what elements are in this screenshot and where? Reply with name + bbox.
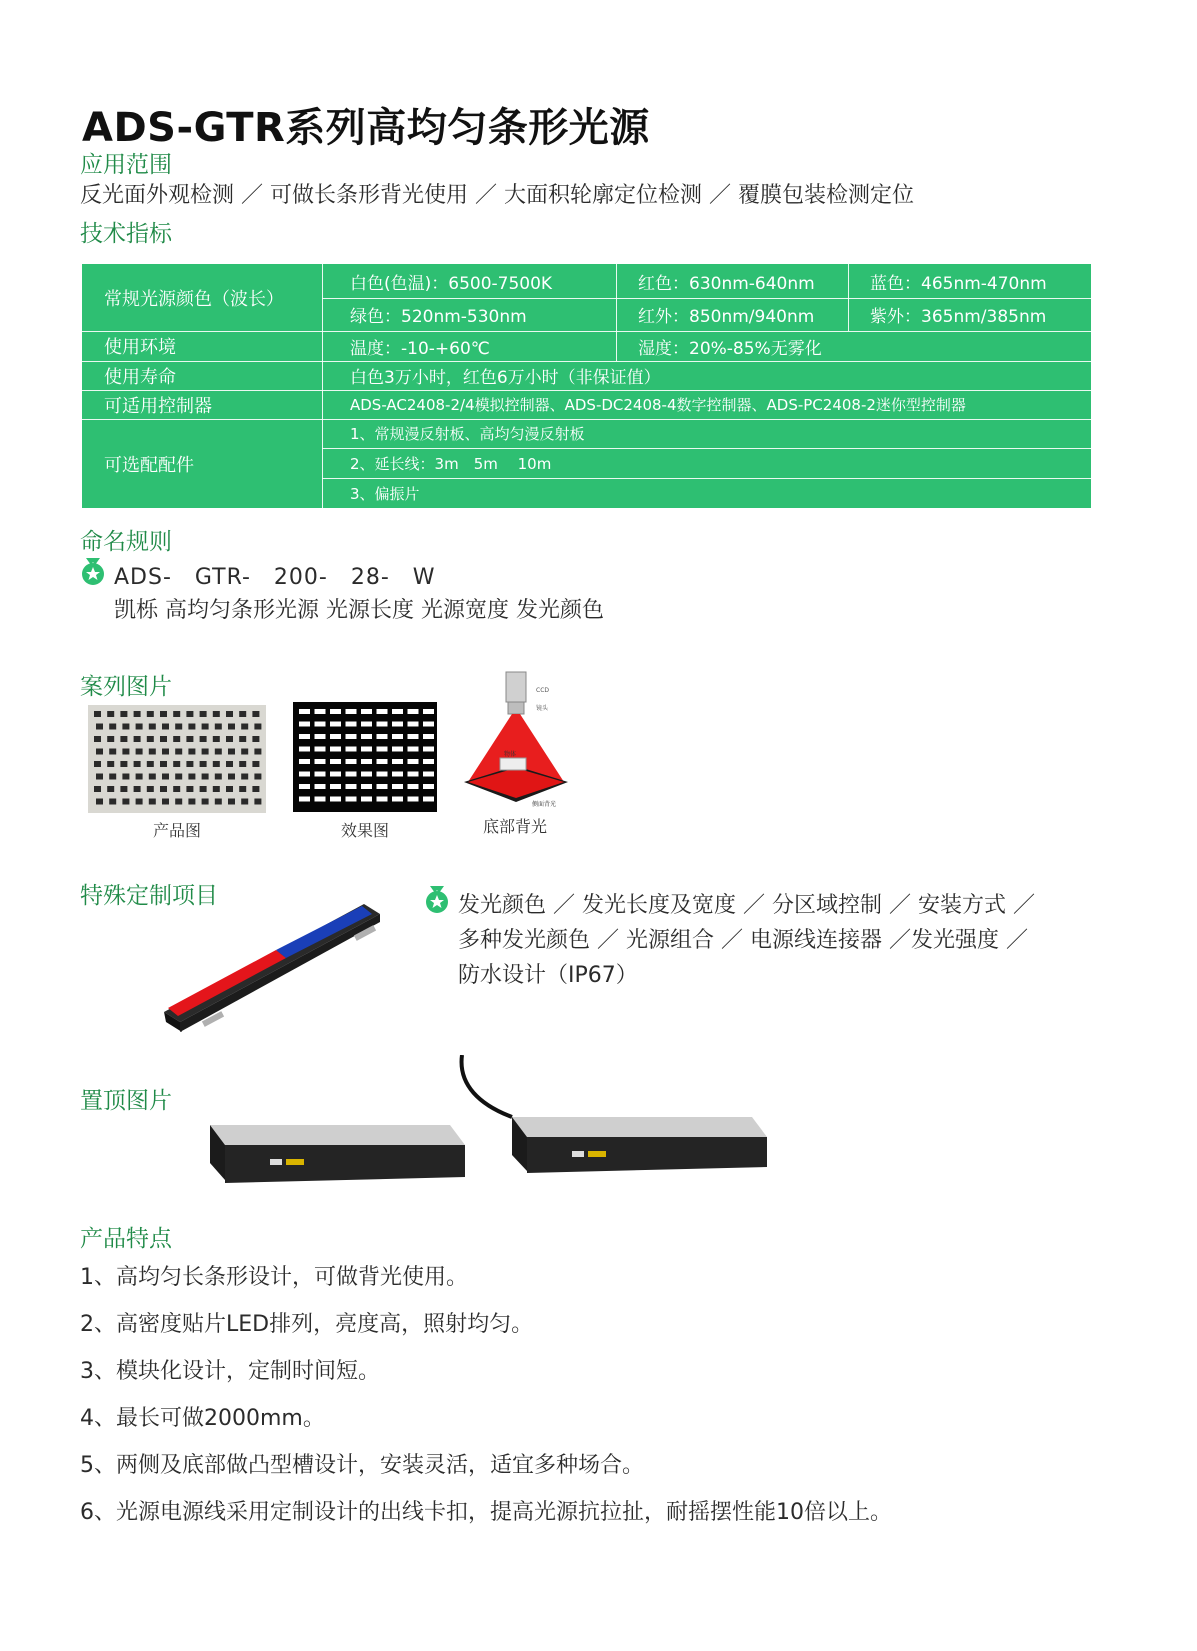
feature-item-6: 6、光源电源线采用定制设计的出线卡扣，提高光源抗拉扯，耐摇摆性能10倍以上。 — [80, 1500, 892, 1525]
spec-blue: 蓝色：465nm-470nm — [870, 273, 1047, 294]
spec-infrared: 红外：850nm/940nm — [638, 307, 815, 327]
feature-item-2: 2、高密度贴片LED排列，亮度高，照射均匀。 — [80, 1312, 534, 1337]
naming-heading: 命名规则 — [80, 529, 172, 555]
spec-white: 白色(色温)：6500-7500K — [350, 273, 553, 294]
spec-accessory-label: 可选配配件 — [104, 454, 194, 476]
features-heading: 产品特点 — [80, 1226, 172, 1252]
product-photo-graphic — [88, 705, 266, 813]
feature-item-5: 5、两侧及底部做凸型槽设计，安装灵活，适宜多种场合。 — [80, 1453, 644, 1478]
effect-photo-graphic — [293, 702, 437, 812]
spec-green: 绿色：520nm-530nm — [350, 307, 527, 327]
cases-heading: 案列图片 — [80, 674, 172, 700]
spec-accessory-1: 1、常规漫反射板、高均匀漫反射板 — [350, 425, 585, 443]
spec-env-label: 使用环境 — [104, 337, 176, 358]
award-badge-icon — [424, 886, 450, 914]
backlight-diagram — [460, 670, 570, 815]
custom-line-1: 发光颜色 ／ 发光长度及宽度 ／ 分区域控制 ／ 安装方式 ／ — [458, 893, 1035, 918]
diagram-lens-label: 镜头 — [536, 705, 549, 712]
spec-red: 红色：630nm-640nm — [638, 273, 815, 294]
spec-temp: 温度：-10-+60℃ — [350, 338, 490, 359]
spec-life: 白色3万小时，红色6万小时（非保证值） — [350, 368, 661, 388]
feature-item-4: 4、最长可做2000mm。 — [80, 1406, 325, 1431]
application-text: 反光面外观检测 ／ 可做长条形背光使用 ／ 大面积轮廓定位检测 ／ 覆膜包装检测定位 — [80, 183, 914, 208]
spec-controller: ADS-AC2408-2/4模拟控制器、ADS-DC2408-4数字控制器、ADS-PC2408-2迷你型控制器 — [350, 396, 966, 414]
caption-effect: 效果图 — [340, 821, 389, 840]
custom-line-3: 防水设计（IP67） — [458, 963, 638, 988]
spec-accessory-2: 2、延长线：3m 5m 10m — [350, 454, 552, 473]
specs-heading: 技术指标 — [80, 221, 172, 247]
top-heading: 置顶图片 — [80, 1088, 172, 1114]
application-heading: 应用范围 — [80, 152, 172, 178]
diagram-backlight-label: 侧面背光 — [532, 801, 557, 808]
feature-item-1: 1、高均匀长条形设计，可做背光使用。 — [80, 1265, 468, 1290]
caption-product: 产品图 — [152, 821, 201, 840]
spec-accessory-3: 3、偏振片 — [350, 484, 420, 503]
custom-light-bar-image — [158, 890, 398, 1040]
custom-heading: 特殊定制项目 — [80, 883, 218, 909]
spec-controller-label: 可适用控制器 — [104, 395, 212, 417]
naming-code: ADS- GTR- 200- 28- W — [114, 565, 436, 590]
award-badge-icon — [80, 558, 106, 586]
naming-meaning: 凯栎 高均匀条形光源 光源长度 光源宽度 发光颜色 — [114, 598, 604, 623]
page-title: ADS-GTR系列高均匀条形光源 — [82, 105, 650, 151]
custom-line-2: 多种发光颜色 ／ 光源组合 ／ 电源线连接器 ／发光强度 ／ — [458, 928, 1028, 953]
spec-color-label: 常规光源颜色（波长） — [104, 288, 284, 310]
effect-photo — [293, 702, 437, 812]
caption-backlight: 底部背光 — [482, 817, 547, 836]
diagram-object-label: 物体 — [504, 751, 517, 758]
feature-item-3: 3、模块化设计，定制时间短。 — [80, 1359, 380, 1384]
product-photo — [88, 705, 266, 813]
spec-uv: 紫外：365nm/385nm — [870, 307, 1047, 327]
spec-life-label: 使用寿命 — [104, 366, 176, 388]
spec-table — [82, 264, 1091, 508]
spec-humidity: 湿度：20%-85%无雾化 — [638, 338, 822, 359]
diagram-ccd-label: CCD — [536, 687, 549, 694]
top-product-images — [200, 1055, 780, 1190]
